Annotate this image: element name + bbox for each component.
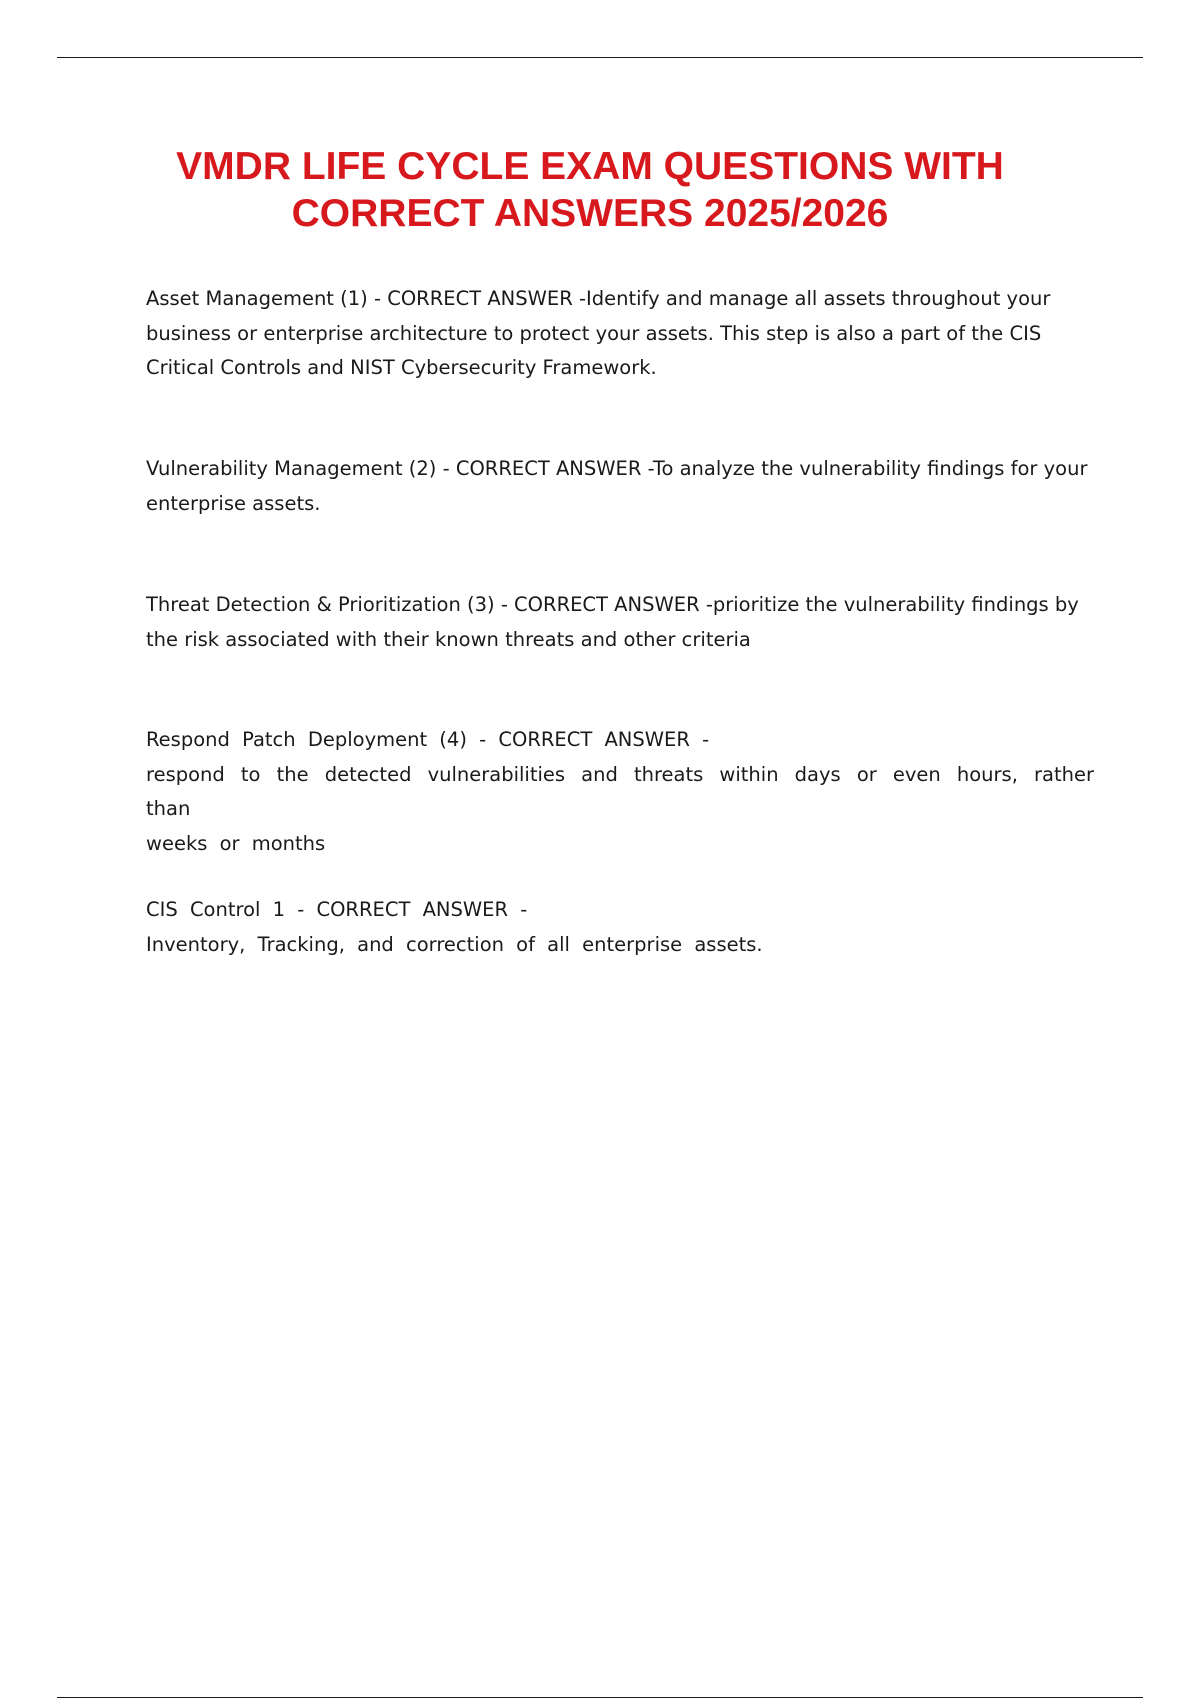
- qa-line: enterprise assets.: [146, 491, 321, 515]
- qa-entry-respond-patch-deployment: [146, 723, 1094, 861]
- qa-entry-threat-detection: [146, 588, 1094, 657]
- title-line: VMDR LIFE CYCLE EXAM QUESTIONS WITH: [176, 145, 1004, 188]
- qa-entry-asset-management: [146, 282, 1094, 386]
- qa-line: business or enterprise architecture to protect your assets. This step is also a part of the CIS: [146, 321, 1042, 345]
- qa-line: Critical Controls and NIST Cybersecurity Framework.: [146, 356, 657, 379]
- qa-line: Inventory, Tracking, and correction of all enterprise assets.: [146, 932, 763, 956]
- document-title: [130, 143, 1050, 237]
- top-rule: [57, 57, 1143, 58]
- qa-line: CIS Control 1 - CORRECT ANSWER -: [146, 898, 528, 921]
- title-line: CORRECT ANSWERS 2025/2026: [291, 192, 889, 235]
- qa-line: Asset Management (1) - CORRECT ANSWER -Identify and manage all assets throughout your: [146, 287, 1051, 310]
- bottom-rule: [57, 1697, 1143, 1698]
- qa-entry-cis-control-1: [146, 893, 1094, 962]
- qa-line: the risk associated with their known threats and other criteria: [146, 627, 751, 651]
- qa-line: respond to the detected vulnerabilities and threats within days or even hours, rather than: [146, 762, 1094, 820]
- qa-line: Respond Patch Deployment (4) - CORRECT ANSWER -: [146, 728, 710, 751]
- qa-line: Threat Detection & Prioritization (3) - CORRECT ANSWER -prioritize the vulnerability findings by: [146, 593, 1079, 616]
- qa-entry-vulnerability-management: [146, 452, 1094, 521]
- qa-line: Vulnerability Management (2) - CORRECT ANSWER -To analyze the vulnerability findings for your: [146, 457, 1088, 480]
- qa-line: weeks or months: [146, 831, 326, 855]
